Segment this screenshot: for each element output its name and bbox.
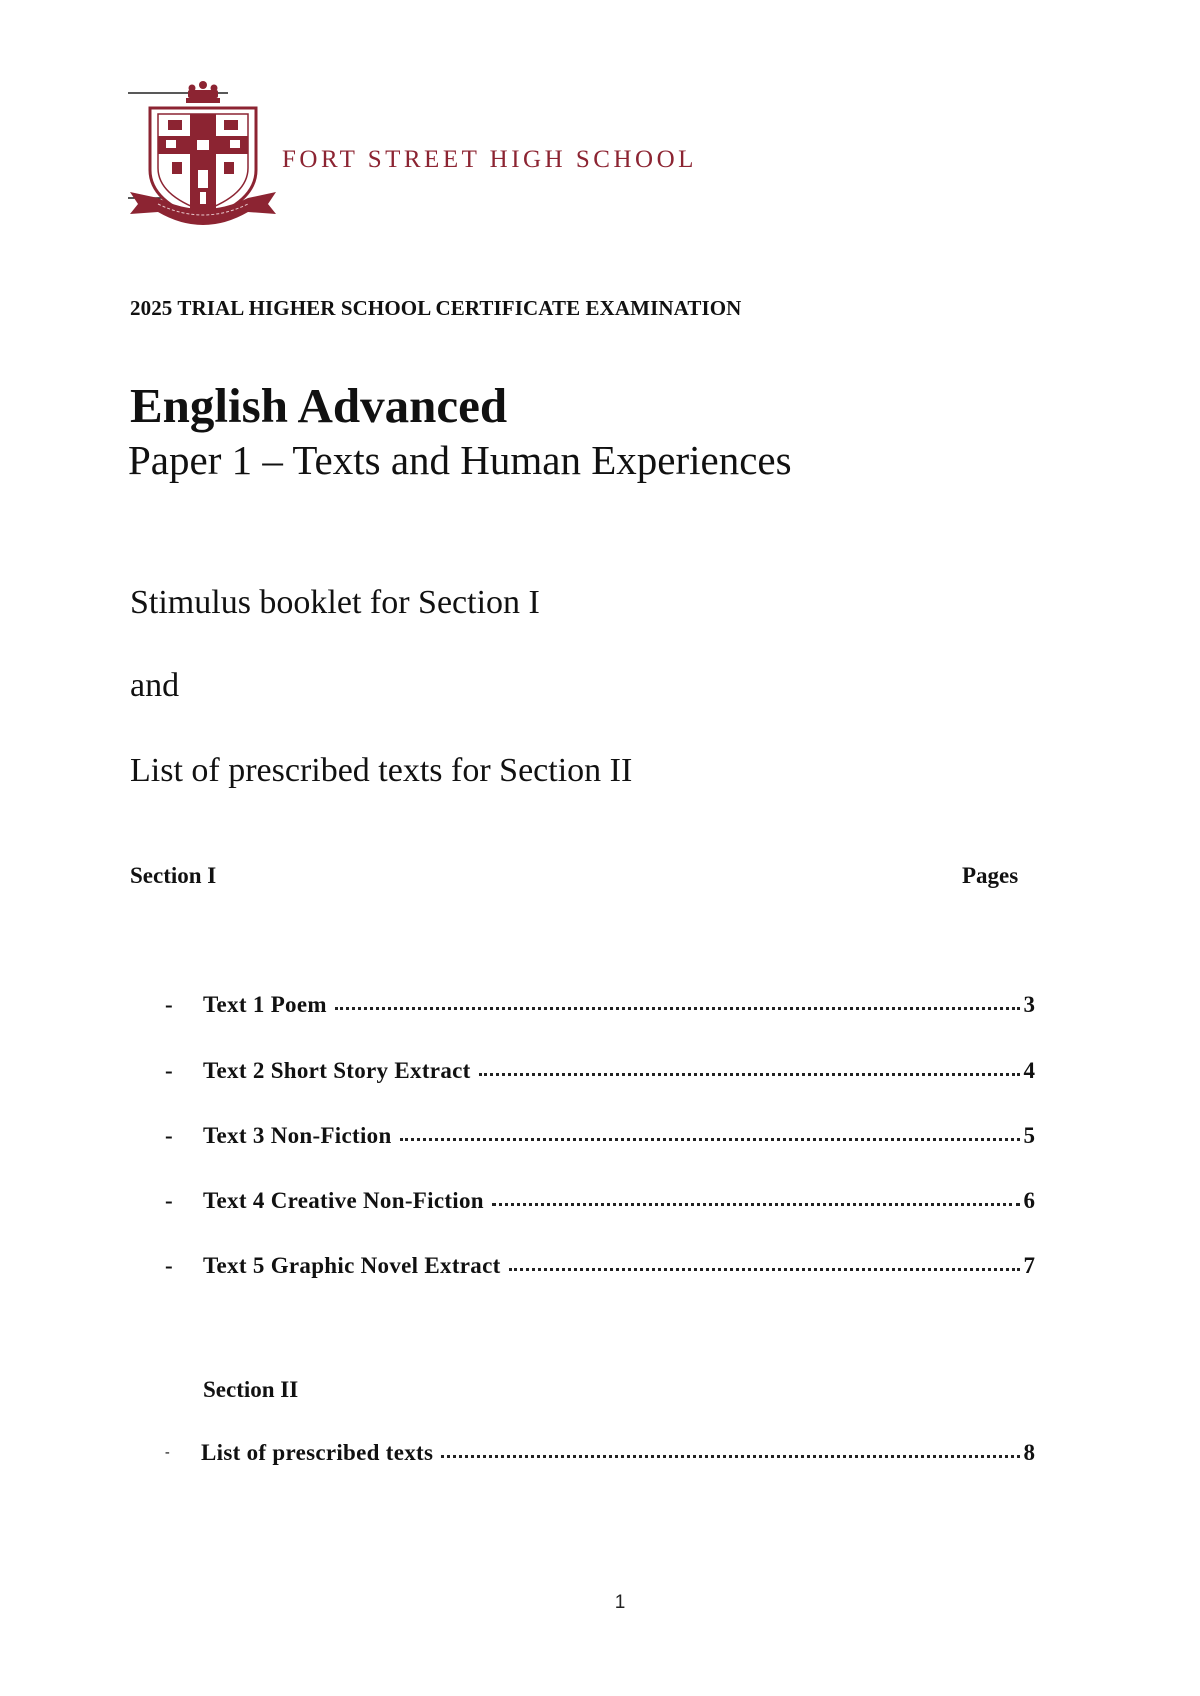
page-number: 1 [614,1592,626,1613]
bullet-dash: - [165,1123,173,1148]
dot-leader [492,1186,1020,1206]
toc-entry-label: List of prescribed texts [201,1440,434,1465]
bullet-dash: - [165,1058,173,1083]
toc-entry [165,1438,1035,1468]
dot-leader [441,1438,1019,1458]
prescribed-texts-line: List of prescribed texts for Section II [130,752,633,789]
bullet-dash: - [165,1253,173,1278]
toc-page-number: 8 [1023,1440,1035,1465]
toc-page-number: 6 [1023,1188,1035,1213]
toc-entry [165,1251,1035,1281]
pages-heading: Pages [962,863,1019,888]
toc-entry-label: Text 1 Poem [203,992,327,1017]
section-1-heading: Section I [130,863,217,888]
toc-entry-label: Text 3 Non-Fiction [203,1123,392,1148]
subject-title: English Advanced [130,378,508,433]
toc-entry [165,1186,1035,1216]
toc-page-number: 3 [1023,992,1035,1017]
dot-leader [509,1251,1020,1271]
toc-entry-label: Text 5 Graphic Novel Extract [203,1253,501,1278]
section-2-heading: Section II [203,1377,299,1402]
toc-entry-label: Text 4 Creative Non-Fiction [203,1188,484,1213]
dot-leader [400,1121,1020,1141]
toc-entry [165,1056,1035,1086]
paper-title: Paper 1 – Texts and Human Experiences [128,437,792,483]
stimulus-booklet-line: Stimulus booklet for Section I [130,584,540,621]
school-crest-logo [128,80,288,250]
exam-title: 2025 TRIAL HIGHER SCHOOL CERTIFICATE EXAMINATION [130,296,742,320]
bullet-dash: - [165,992,173,1017]
toc-page-number: 5 [1023,1123,1035,1148]
toc-entry [165,1121,1035,1151]
toc-entry [165,990,1035,1020]
toc-page-number: 7 [1023,1253,1035,1278]
dot-leader [479,1056,1020,1076]
toc-entry-label: Text 2 Short Story Extract [203,1058,471,1083]
toc-page-number: 4 [1023,1058,1035,1083]
bullet-dash: - [165,1188,173,1213]
dot-leader [335,990,1020,1010]
bullet-dash: - [165,1445,170,1460]
school-name: FORT STREET HIGH SCHOOL [282,146,697,173]
and-line: and [130,667,180,704]
